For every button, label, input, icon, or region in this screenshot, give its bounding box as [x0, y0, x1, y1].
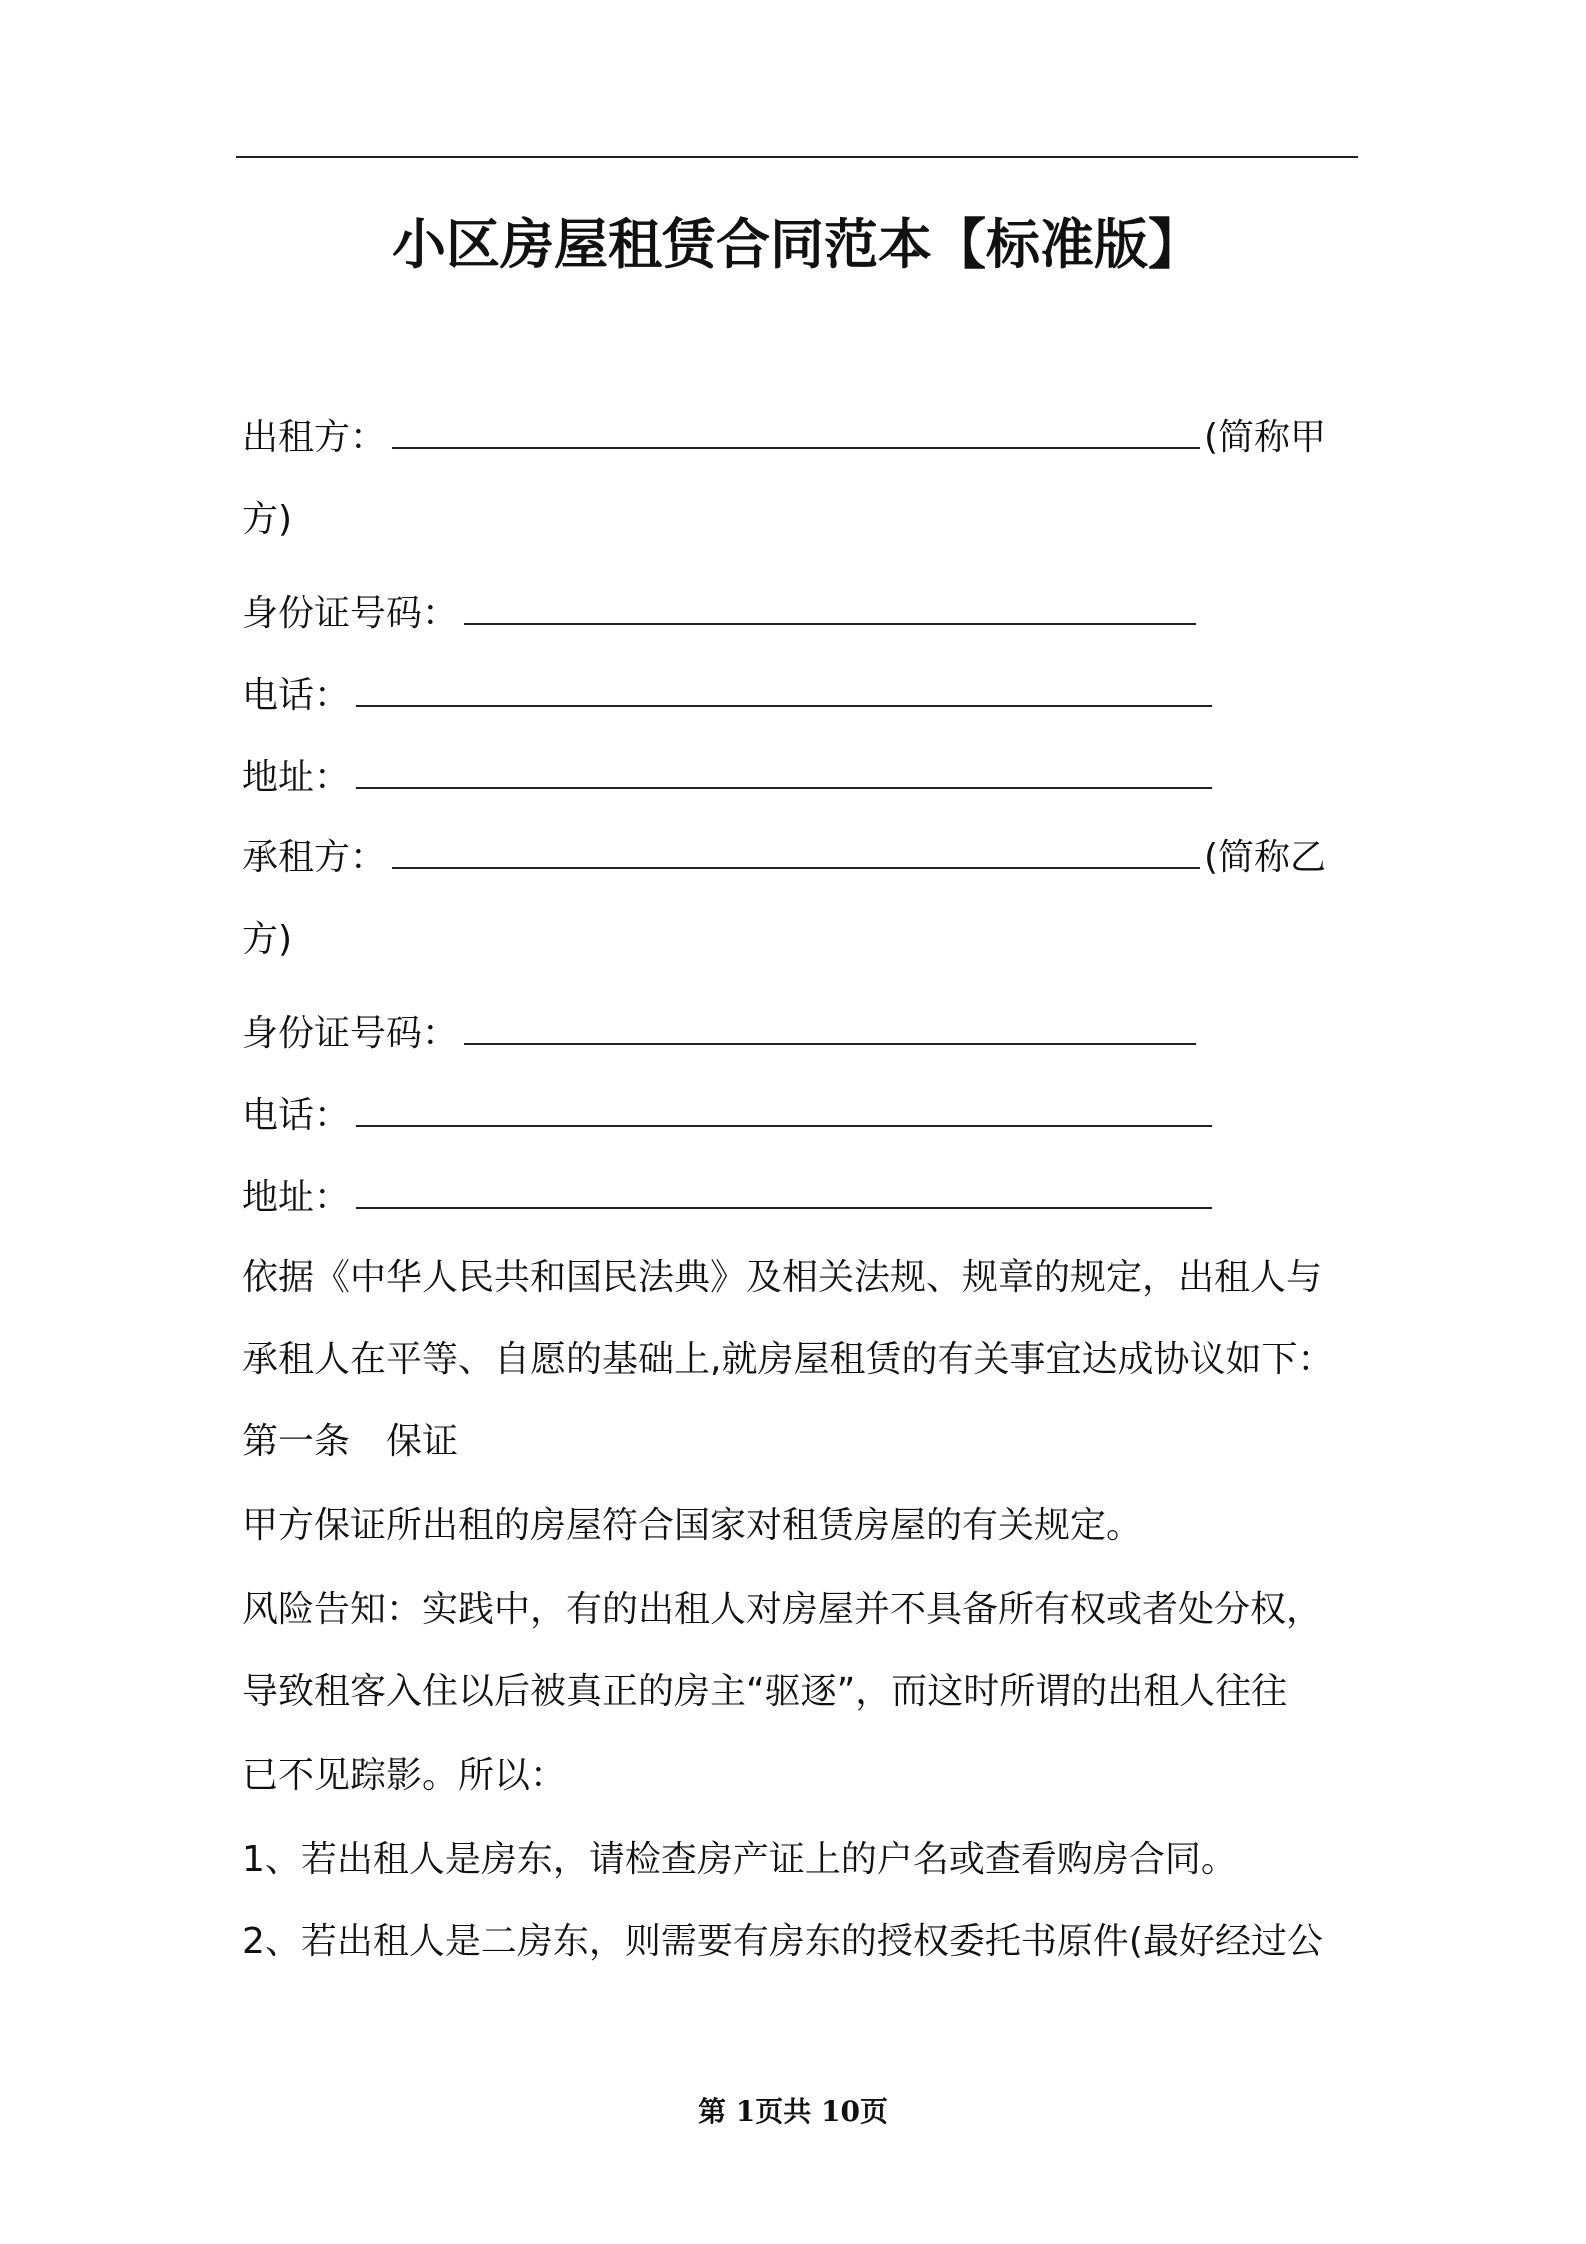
- lessee-id-line: [242, 1010, 1196, 1058]
- lessee-label: 承租方：: [242, 837, 387, 878]
- preamble-line-1: 依据《中华人民共和国民法典》及相关法规、规章的规定，出租人与: [242, 1257, 1323, 1298]
- lessee-phone-blank[interactable]: [356, 1105, 1212, 1127]
- lessee-abbrev-continued: 方): [242, 919, 293, 960]
- lessor-label: 出租方：: [242, 417, 387, 458]
- lessor-phone-line: [242, 672, 1212, 720]
- article-1-heading: [242, 1418, 458, 1466]
- lessee-address-blank[interactable]: [356, 1187, 1212, 1209]
- lessor-phone-blank[interactable]: [356, 685, 1212, 707]
- lessee-phone-label: 电话：: [242, 1095, 351, 1136]
- risk-notice-line-3: 已不见踪影。所以：: [242, 1755, 567, 1796]
- risk-notice-line-2: 导致租客入住以后被真正的房主“驱逐”，而这时所谓的出租人往往: [242, 1671, 1288, 1712]
- lessor-id-line: [242, 590, 1196, 638]
- lessor-id-label: 身份证号码：: [242, 593, 459, 634]
- lessee-name-line: [242, 834, 1326, 882]
- risk-notice-line-1: 风险告知：实践中，有的出租人对房屋并不具备所有权或者处分权，: [242, 1589, 1323, 1630]
- lessor-address-line: [242, 754, 1212, 802]
- page-number: 第 1页共 10页: [698, 2095, 888, 2128]
- article-1-text: 甲方保证所出租的房屋符合国家对租赁房屋的有关规定。: [242, 1505, 1143, 1546]
- list-item: 1、若出租人是房东，请检查房产证上的户名或查看购房合同。: [242, 1839, 1237, 1880]
- lessor-name-blank[interactable]: [392, 427, 1200, 449]
- article-1-number: 第一条: [242, 1421, 351, 1462]
- lessor-address-blank[interactable]: [356, 767, 1212, 789]
- lessor-phone-label: 电话：: [242, 675, 351, 716]
- header-rule: [236, 156, 1358, 158]
- lessee-abbrev: (简称乙: [1204, 837, 1327, 878]
- list-item: 2、若出租人是二房东，则需要有房东的授权委托书原件(最好经过公: [242, 1921, 1323, 1962]
- lessor-abbrev: (简称甲: [1204, 417, 1327, 458]
- lessor-abbrev-continued: 方): [242, 499, 293, 540]
- lessee-name-blank[interactable]: [392, 847, 1200, 869]
- lessor-id-blank[interactable]: [464, 603, 1196, 625]
- lessee-id-label: 身份证号码：: [242, 1013, 459, 1054]
- lessee-address-label: 地址：: [242, 1177, 351, 1218]
- lessor-name-line: [242, 414, 1326, 462]
- lessee-address-line: [242, 1174, 1212, 1222]
- lessee-id-blank[interactable]: [464, 1023, 1196, 1045]
- document-title: 小区房屋租赁合同范本【标准版】: [392, 213, 1202, 276]
- article-1-name: 保证: [386, 1421, 459, 1462]
- preamble-line-2: 承租人在平等、自愿的基础上,就房屋租赁的有关事宜达成协议如下：: [242, 1339, 1334, 1380]
- lessor-address-label: 地址：: [242, 757, 351, 798]
- lessee-phone-line: [242, 1092, 1212, 1140]
